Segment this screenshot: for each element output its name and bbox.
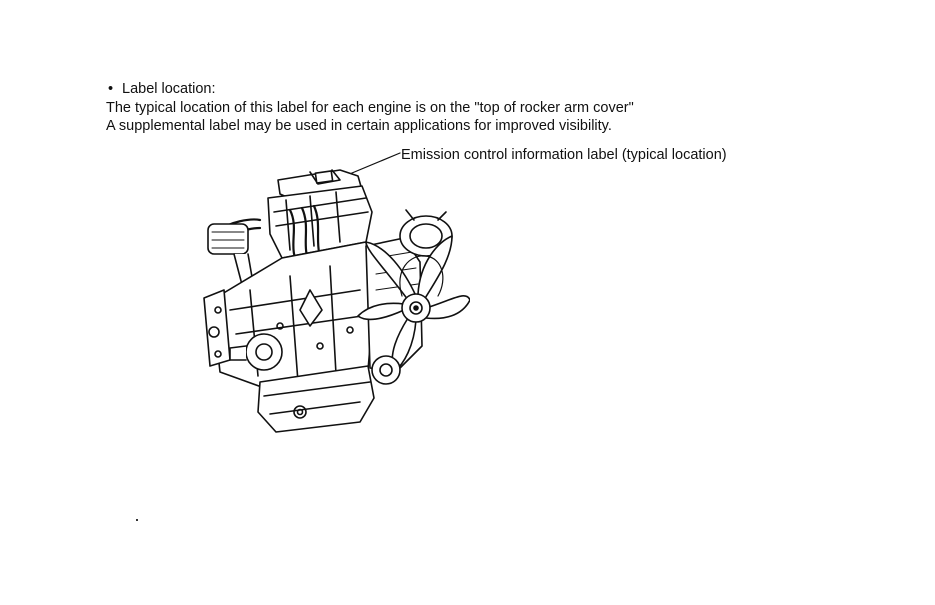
heading-label: Label location: xyxy=(122,81,216,97)
supplemental-sentence: A supplemental label may be used in certain applications for improved visibility. xyxy=(106,118,612,134)
stray-mark xyxy=(136,519,138,521)
bullet-glyph: • xyxy=(108,81,114,97)
engine-drawing-icon xyxy=(190,150,470,440)
location-sentence: The typical location of this label for each engine is on the "top of rocker arm cover" xyxy=(106,99,634,116)
instruction-text xyxy=(106,80,634,136)
callout-label: Emission control information label (typical location) xyxy=(401,147,727,163)
bullet-heading xyxy=(106,80,634,99)
